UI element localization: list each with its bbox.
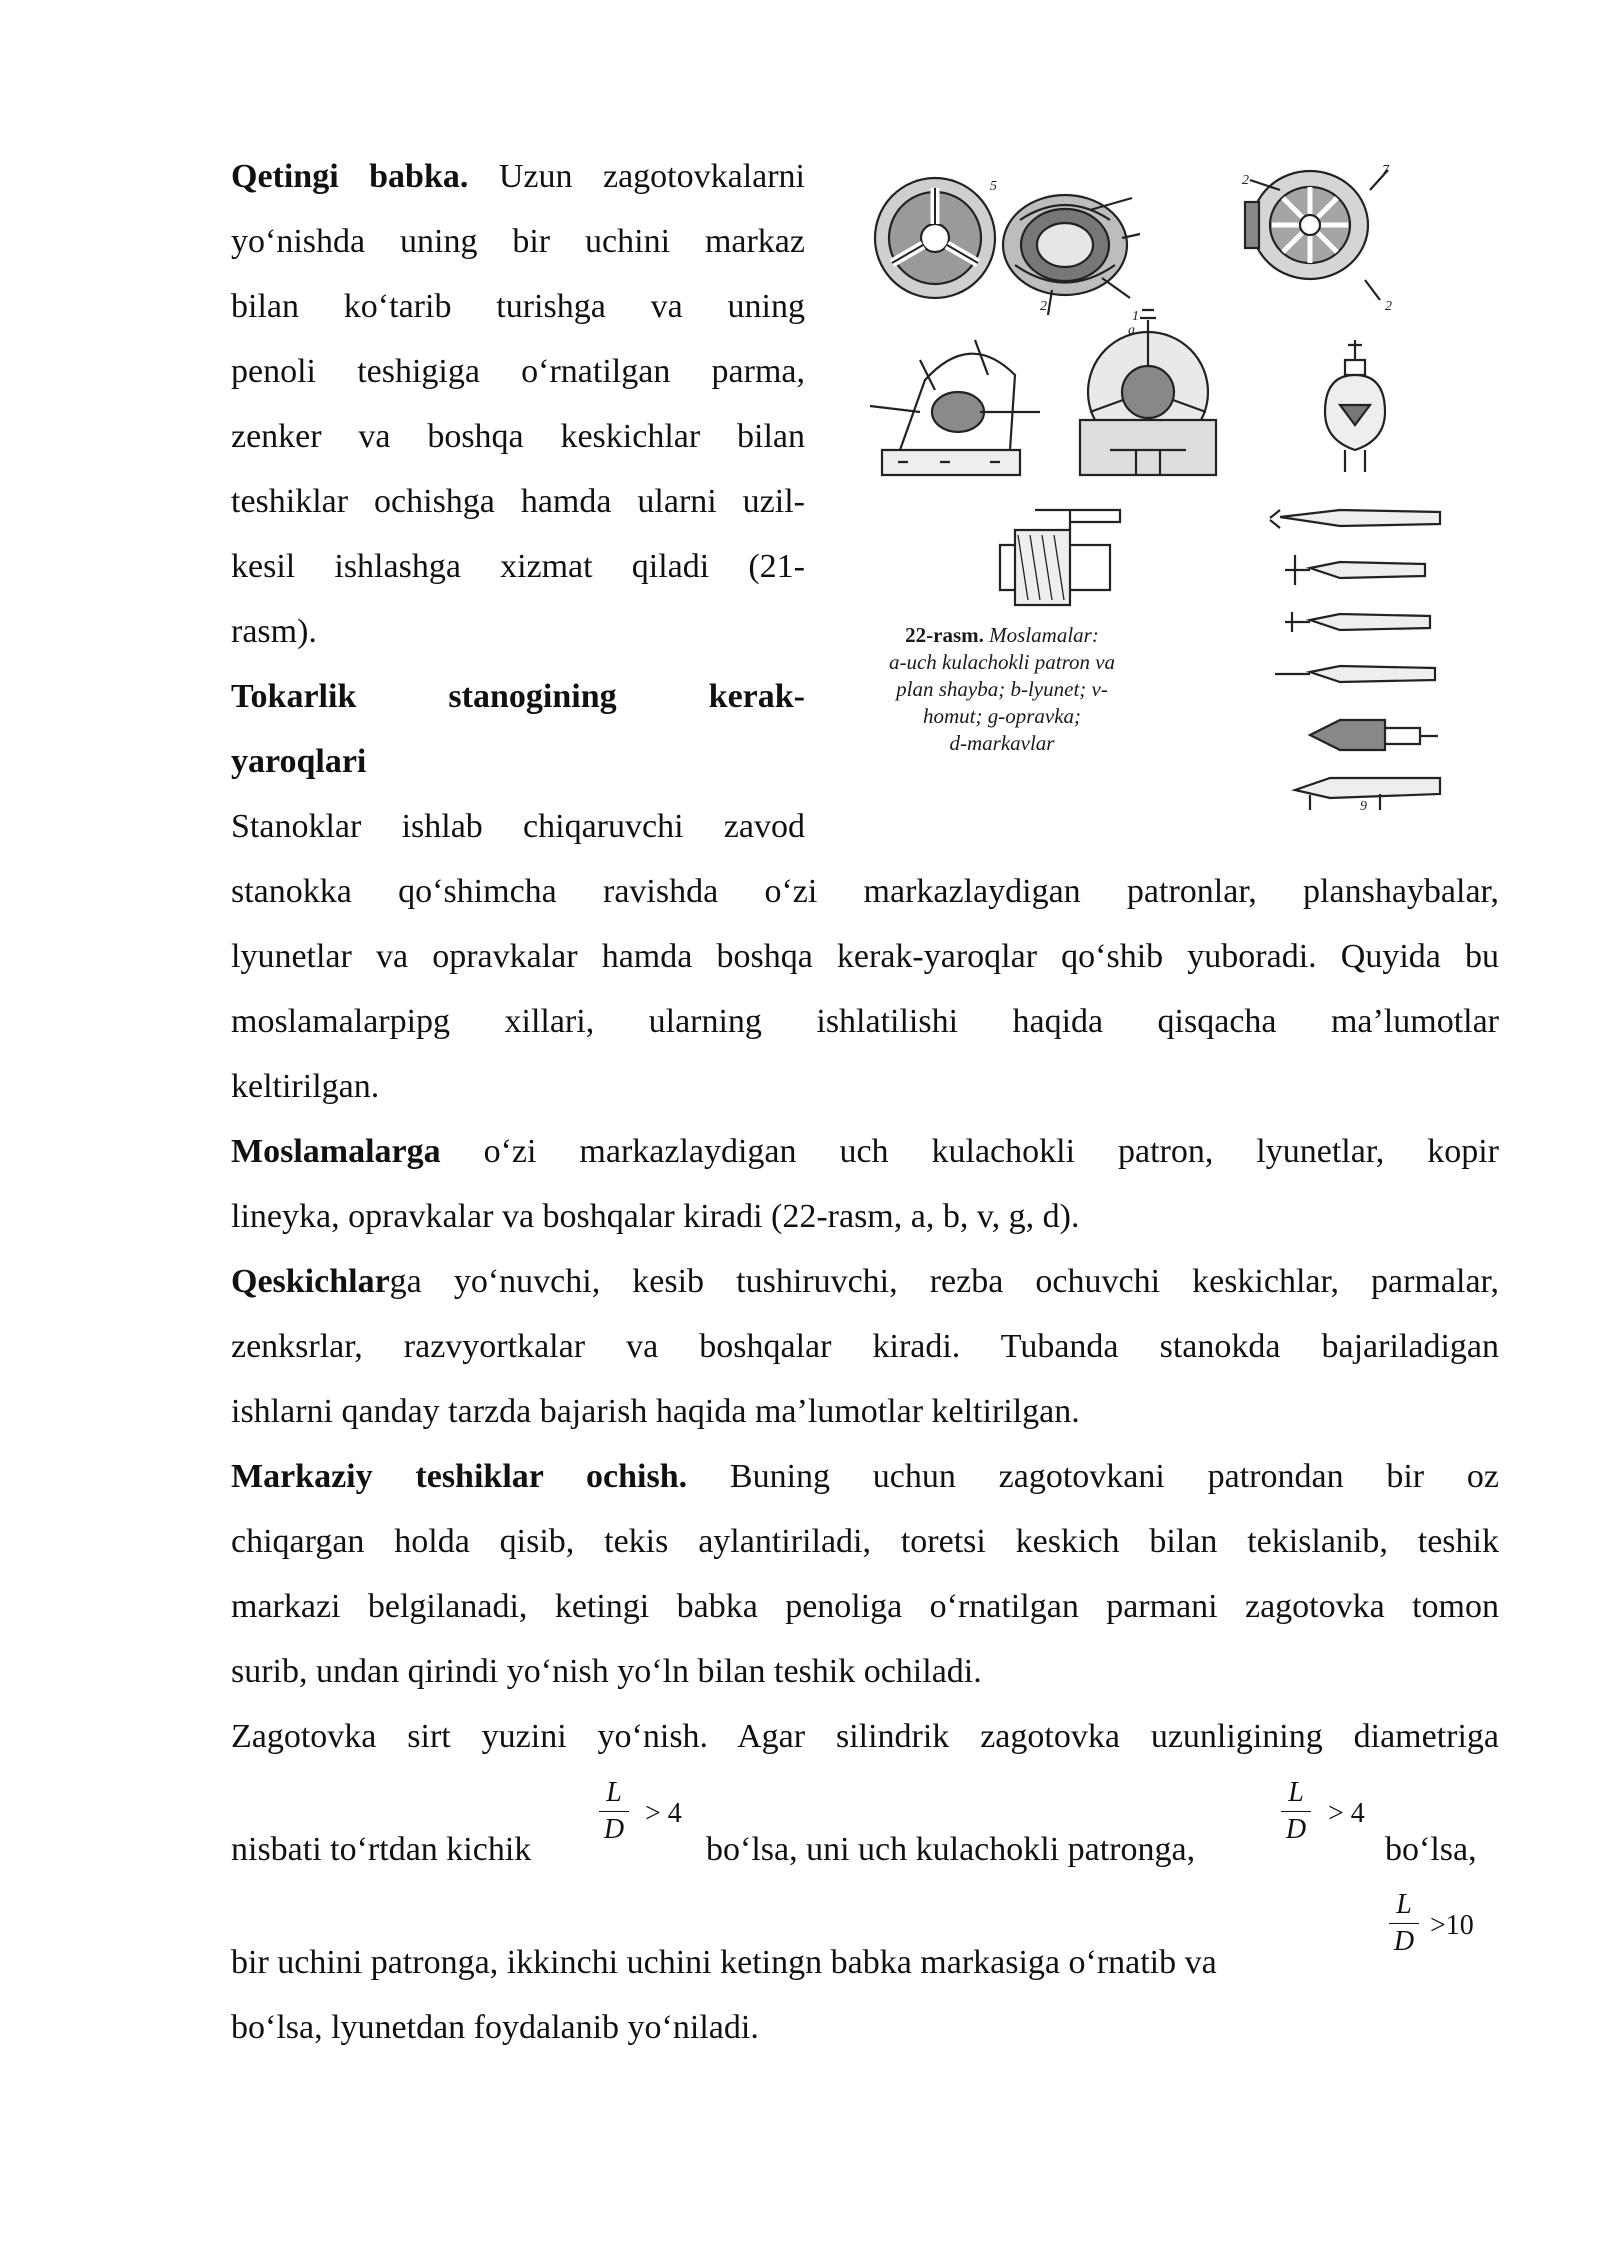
p4-line-3: ishlarni qanday tarzda bajarish haqida ma’lumotlar keltirilgan. (231, 1393, 1080, 1430)
caption-line-3: plan shayba; b-lyunet; v- (896, 677, 1108, 701)
three-jaw-chuck-icon (875, 178, 995, 298)
p5-lead: Markaziy teshiklar ochish. (231, 1458, 688, 1495)
ratio-compare-2: > 4 (1328, 1798, 1365, 1829)
ratio-fraction-3 (1387, 1890, 1421, 1957)
p2-line-1: Stanoklar ishlab chiqaruvchi zavod (231, 808, 805, 845)
section-heading-line-1: Tokarlik stanogining kerak- (231, 678, 805, 715)
p1-line-8: rasm). (231, 613, 317, 650)
lathe-dog-icon (1325, 340, 1385, 472)
figure-label-8: 9 (1360, 799, 1367, 814)
p6-line-4: bo‘lsa, lyunetdan foydalanib yo‘niladi. (231, 2009, 759, 2046)
p2-line-2: stanokka qo‘shimcha ravishda o‘zi markazlaydigan patronlar, planshaybalar, (231, 873, 1499, 910)
p2-line-5: keltirilgan. (231, 1068, 380, 1105)
p1-line-5: zenker va boshqa keskichlar bilan (231, 418, 805, 455)
figure-label-7: 7 (1382, 163, 1389, 178)
section-heading-line-2: yaroqlari (231, 743, 367, 780)
p5-line-2: chiqargan holda qisib, tekis aylantiriladi, toretsi keskich bilan tekislanib, teshik (231, 1523, 1499, 1560)
p1-text-1: Uzun zagotovkalarni (498, 158, 805, 195)
p1-line-3: bilan ko‘tarib turishga va uning (231, 288, 805, 325)
p5-line-1 (231, 1457, 1499, 1497)
p1-line-4: penoli teshigiga o‘rnatilgan parma, (231, 353, 805, 390)
figure-label-6: 2 (1385, 299, 1392, 314)
lathe-centres-icon (1270, 510, 1440, 810)
figure-label-3: 1 (1132, 309, 1139, 324)
figure-label-2: 2 (1242, 173, 1249, 188)
p2-line-3: lyunetlar va opravkalar hamda boshqa kerak-yaroqlar qo‘shib yuboradi. Quyida bu (231, 938, 1499, 975)
p6-line-1: Zagotovka sirt yuzini yo‘nish. Agar silindrik zagotovka uzunligining diametriga (231, 1718, 1499, 1755)
p3-text-1: o‘zi markazlaydigan uch kulachokli patron, lyunetlar, kopir (483, 1133, 1499, 1170)
ratio-fraction-1 (597, 1778, 631, 1845)
figure-label-5: a (1128, 323, 1135, 338)
fraction-bar (599, 1811, 629, 1812)
fraction-numerator: L (1288, 1777, 1304, 1808)
fraction-bar (1281, 1811, 1311, 1812)
p6-line-2c: bo‘lsa, (1385, 1831, 1477, 1868)
p2-line-4: moslamalarpipg xillari, ularning ishlatilishi haqida qisqacha ma’lumotlar (231, 1003, 1499, 1040)
steady-rest-front-icon (1080, 310, 1216, 475)
face-plate-icon (1245, 170, 1388, 300)
caption-line-1 (832, 622, 1172, 649)
p1-line-7: kesil ishlashga xizmat qiladi (21- (231, 548, 805, 585)
p3-line-2: lineyka, opravkalar va boshqalar kiradi (22-rasm, a, b, v, g, d). (231, 1198, 1080, 1235)
caption-text-1: Moslamalar: (989, 623, 1099, 647)
p4-text-1: ga yo‘nuvchi, kesib tushiruvchi, rezba ochuvchi keskichlar, parmalar, (389, 1263, 1499, 1300)
caption-line-2: a-uch kulachokli patron va (888, 650, 1116, 674)
caption-line-4: homut; g-opravka; (922, 704, 1082, 728)
caption-line-5: d-markavlar (949, 731, 1055, 755)
p3-lead: Moslamalarga (231, 1133, 441, 1170)
p4-lead: Qeskichlar (231, 1263, 390, 1300)
fraction-denominator: D (1285, 1814, 1307, 1845)
ratio-fraction-2 (1279, 1778, 1313, 1845)
p1-line-6: teshiklar ochishga hamda ularni uzil- (231, 483, 805, 520)
p1-lead: Qetingi babka. (231, 158, 469, 195)
fraction-denominator: D (603, 1814, 625, 1845)
p3-line-1 (231, 1132, 1499, 1172)
p1-line-1 (231, 157, 805, 197)
p4-line-1 (231, 1262, 1499, 1302)
figure-label-4: 2 (1040, 299, 1047, 314)
fraction-numerator: L (1396, 1889, 1412, 1920)
figure-label-1: 5 (990, 179, 997, 194)
p5-line-3: markazi belgilanadi, ketingi babka penoliga o‘rnatilgan parmani zagotovka tomon (231, 1588, 1499, 1625)
p4-line-2: zenksrlar, razvyortkalar va boshqalar kiradi. Tubanda stanokda bajariladigan (231, 1328, 1499, 1365)
p6-line-2b: bo‘lsa, uni uch kulachokli patronga, (706, 1831, 1196, 1868)
fraction-numerator: L (606, 1777, 622, 1808)
p5-text-1: Buning uchun zagotovkani patrondan bir oz (729, 1458, 1499, 1495)
p1-line-2: yo‘nishda uning bir uchini markaz (231, 223, 805, 260)
steady-rest-side-icon (870, 340, 1040, 475)
caption-title: 22-rasm. (905, 623, 984, 647)
ratio-compare-3: >10 (1430, 1910, 1474, 1941)
figure-caption (832, 622, 1172, 757)
p5-line-4: surib, undan qirindi yo‘nish yo‘ln bilan teshik ochiladi. (231, 1653, 982, 1690)
p6-line-2a: nisbati to‘rtdan kichik (231, 1831, 532, 1868)
chuck-exploded-icon (1003, 195, 1140, 315)
p6-line-3: bir uchini patronga, ikkinchi uchini ketingn babka markasiga o‘rnatib va (231, 1944, 1217, 1981)
fraction-bar (1389, 1923, 1419, 1924)
ratio-compare-1: > 4 (645, 1798, 682, 1829)
mandrel-icon (1000, 510, 1120, 605)
fraction-denominator: D (1393, 1926, 1415, 1957)
